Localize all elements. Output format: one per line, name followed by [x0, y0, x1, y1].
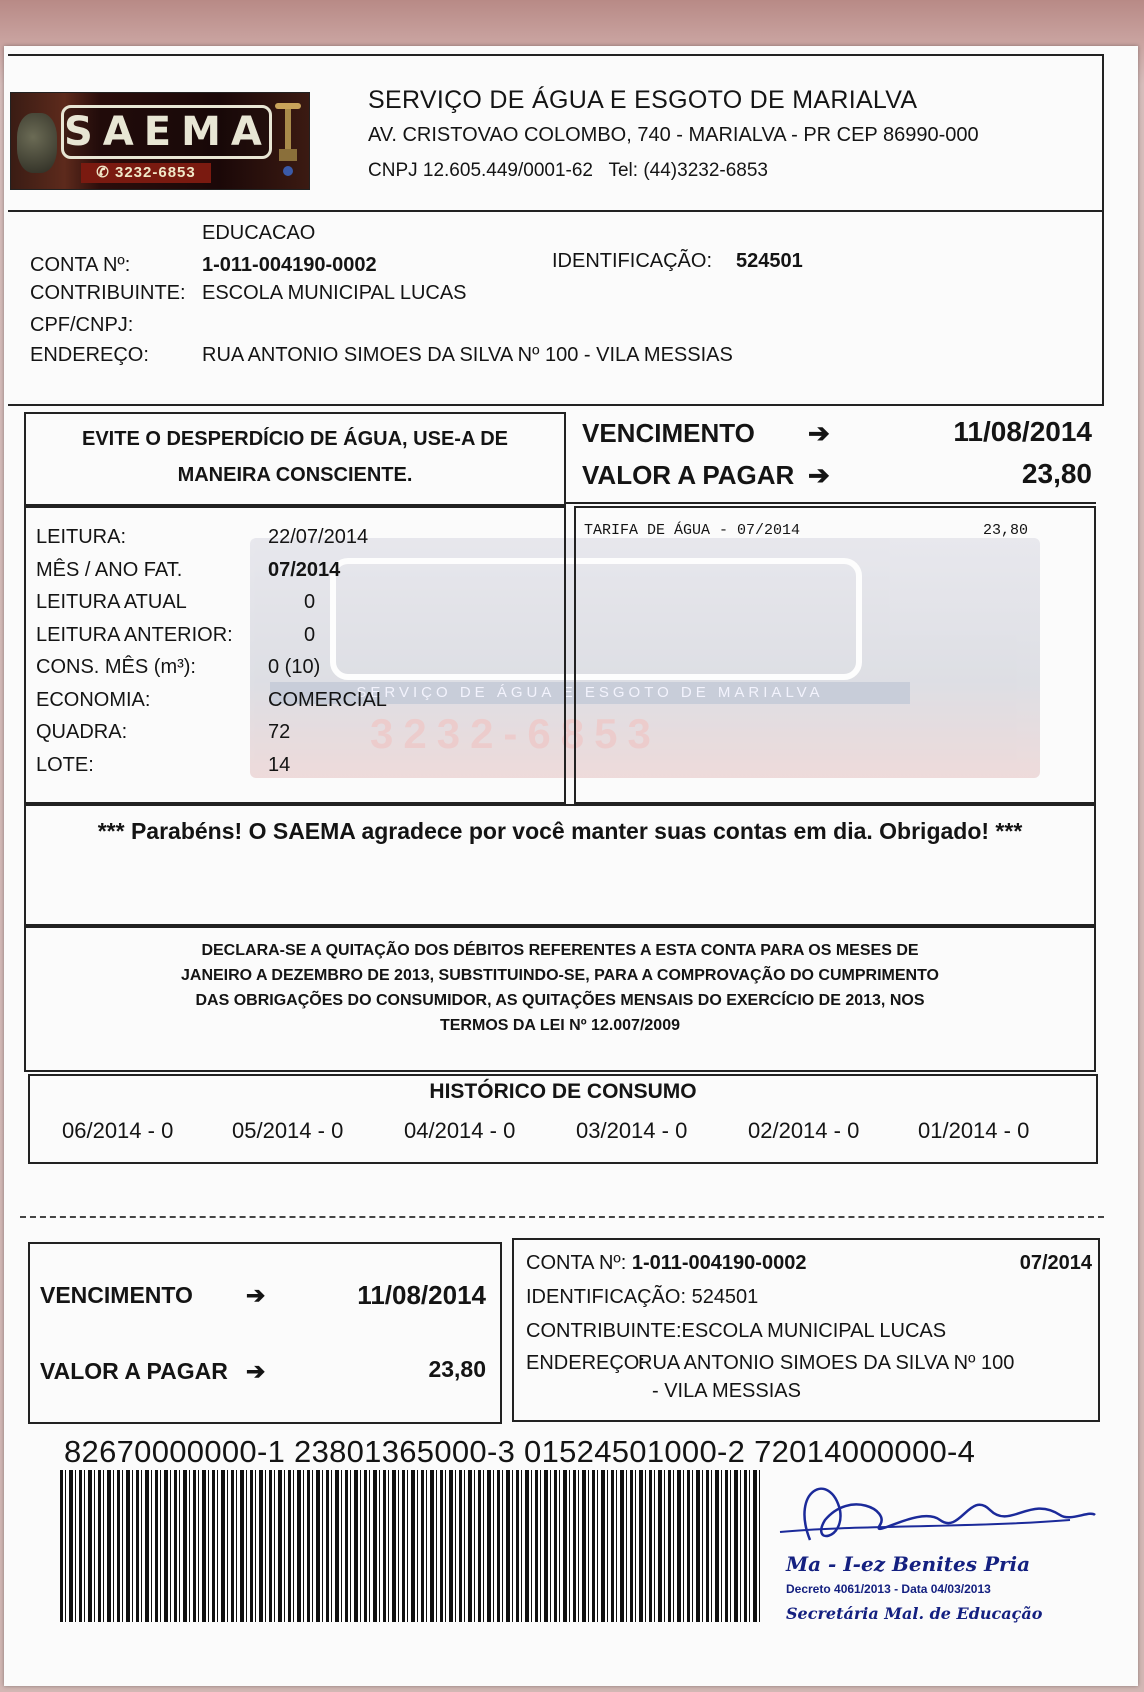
reading-value: 72 — [268, 721, 291, 743]
reading-label: LEITURA: — [36, 526, 127, 548]
history-title: HISTÓRICO DE CONSUMO — [429, 1080, 697, 1103]
barcode — [60, 1470, 760, 1622]
reading-label: MÊS / ANO FAT. — [36, 558, 183, 581]
reading-label: LEITURA ANTERIOR: — [36, 623, 233, 646]
tariff-item: TARIFA DE ÁGUA - 07/2014 — [584, 522, 801, 539]
due-valor-label: VALOR A PAGAR — [582, 460, 795, 490]
endereco-label: ENDEREÇO: — [30, 344, 149, 366]
stub-endereco-label: ENDEREÇO: — [526, 1352, 645, 1374]
declaration-line: DECLARA-SE A QUITAÇÃO DOS DÉBITOS REFERENTES A ESTA CONTA PARA OS MESES DE — [201, 942, 919, 959]
faucet-icon — [273, 99, 303, 179]
signature-stamp — [770, 1470, 1100, 1630]
due-vencimento-arrow: ➔ — [808, 418, 830, 448]
history-item: 05/2014 - 0 — [232, 1118, 344, 1143]
company-name: SERVIÇO DE ÁGUA E ESGOTO DE MARIALVA — [368, 86, 918, 114]
cpf-label: CPF/CNPJ: — [30, 314, 134, 336]
tariff-value: 23,80 — [982, 522, 1028, 539]
ident-value: 524501 — [736, 250, 803, 272]
logo-phone-number: 3232-6853 — [115, 164, 196, 181]
due-valor-arrow: ➔ — [808, 460, 830, 490]
stub-endereco-value-2: - VILA MESSIAS — [652, 1380, 801, 1402]
reading-value: 07/2014 — [268, 558, 341, 581]
endereco-value: RUA ANTONIO SIMOES DA SILVA Nº 100 - VILA MESSIAS — [202, 344, 733, 366]
signature-scribble — [770, 1470, 1100, 1550]
logo-text: SAEMA — [61, 105, 272, 159]
signature-role: Secretária Mal. de Educação — [786, 1604, 1043, 1623]
reading-value: 22/07/2014 — [268, 526, 369, 548]
reading-value: 0 (10) — [268, 656, 321, 678]
stub-vencimento-arrow: ➔ — [246, 1282, 266, 1308]
contrib-label: CONTRIBUINTE: — [30, 282, 186, 304]
barcode-number: 82670000000-1 23801365000-3 01524501000-2 72014000000-4 — [64, 1434, 976, 1469]
stub-vencimento-value: 11/08/2014 — [357, 1280, 486, 1310]
history-item: 03/2014 - 0 — [576, 1118, 688, 1143]
history-item: 02/2014 - 0 — [748, 1118, 860, 1143]
grapes-icon — [17, 113, 57, 173]
stub-valor-arrow: ➔ — [246, 1358, 266, 1384]
history-item: 01/2014 - 0 — [918, 1118, 1030, 1143]
notice-line-1: EVITE O DESPERDÍCIO DE ÁGUA, USE-A DE — [82, 428, 508, 450]
watermark-band: SERVIÇO DE ÁGUA E ESGOTO DE MARIALVA — [270, 682, 910, 704]
logo-phone: ✆ 3232-6853 — [81, 163, 211, 183]
stub-due-box — [28, 1242, 502, 1424]
company-cnpj-tel: CNPJ 12.605.449/0001-62 Tel: (44)3232-6853 — [368, 160, 768, 181]
tariff-box — [574, 506, 1096, 804]
reading-value: 0 — [304, 591, 316, 613]
reading-label: LEITURA ATUAL — [36, 591, 187, 613]
account-category: EDUCACAO — [202, 222, 316, 244]
stub-period: 07/2014 — [1019, 1252, 1092, 1274]
notice-line-2: MANEIRA CONSCIENTE. — [177, 464, 413, 486]
watermark-phone: 3232-6853 — [370, 710, 661, 757]
contrib-value: ESCOLA MUNICIPAL LUCAS — [202, 282, 467, 304]
declaration-line: DAS OBRIGAÇÕES DO CONSUMIDOR, AS QUITAÇÕES MENSAIS DO EXERCÍCIO DE 2013, NOS — [195, 992, 925, 1009]
stub-valor-value: 23,80 — [428, 1356, 486, 1382]
due-vencimento-value: 11/08/2014 — [953, 416, 1092, 447]
stub-ident: IDENTIFICAÇÃO: 524501 — [526, 1286, 759, 1308]
notice-box — [24, 412, 566, 506]
reading-value: 0 — [304, 623, 316, 646]
declaration-line: JANEIRO A DEZEMBRO DE 2013, SUBSTITUINDO-SE, PARA A COMPROVAÇÃO DO CUMPRIMENTO — [181, 967, 939, 984]
ident-label: IDENTIFICAÇÃO: — [552, 250, 713, 272]
conta-label: CONTA Nº: — [30, 254, 131, 276]
company-address: AV. CRISTOVAO COLOMBO, 740 - MARIALVA - PR CEP 86990-000 — [368, 124, 979, 146]
stub-conta-value: 1-011-004190-0002 — [631, 1252, 807, 1274]
thanks-message: *** Parabéns! O SAEMA agradece por você manter suas contas em dia. Obrigado! *** — [97, 818, 1023, 844]
declaration-line: TERMOS DA LEI Nº 12.007/2009 — [439, 1017, 680, 1034]
due-valor-value: 23,80 — [1021, 458, 1092, 489]
stub-vencimento-label: VENCIMENTO — [40, 1282, 193, 1308]
stub-contrib: CONTRIBUINTE:ESCOLA MUNICIPAL LUCAS — [526, 1320, 947, 1342]
stub-conta-label: CONTA Nº: — [526, 1252, 627, 1274]
reading-label: LOTE: — [36, 753, 94, 776]
history-item: 04/2014 - 0 — [404, 1118, 516, 1143]
stub-valor-label: VALOR A PAGAR — [40, 1358, 228, 1384]
stub-conta — [526, 1252, 806, 1275]
reading-label: QUADRA: — [36, 721, 128, 743]
signature-name: Ma - I-ez Benites Pria — [786, 1552, 1031, 1576]
stub-endereco-value: RUA ANTONIO SIMOES DA SILVA Nº 100 — [638, 1352, 1015, 1374]
reading-label: ECONOMIA: — [36, 688, 151, 711]
history-item: 06/2014 - 0 — [62, 1118, 174, 1143]
reading-label: CONS. MÊS (m³): — [36, 656, 196, 678]
reading-value: 14 — [268, 753, 291, 776]
saema-logo — [10, 92, 310, 190]
conta-value: 1-011-004190-0002 — [202, 254, 377, 276]
due-divider — [566, 502, 1096, 504]
account-box — [8, 210, 1104, 406]
signature-decree: Decreto 4061/2013 - Data 04/03/2013 — [786, 1582, 991, 1596]
reading-value: COMERCIAL — [268, 688, 387, 711]
tear-line — [20, 1216, 1104, 1218]
readings-box — [24, 506, 566, 804]
due-vencimento-label: VENCIMENTO — [582, 418, 755, 448]
